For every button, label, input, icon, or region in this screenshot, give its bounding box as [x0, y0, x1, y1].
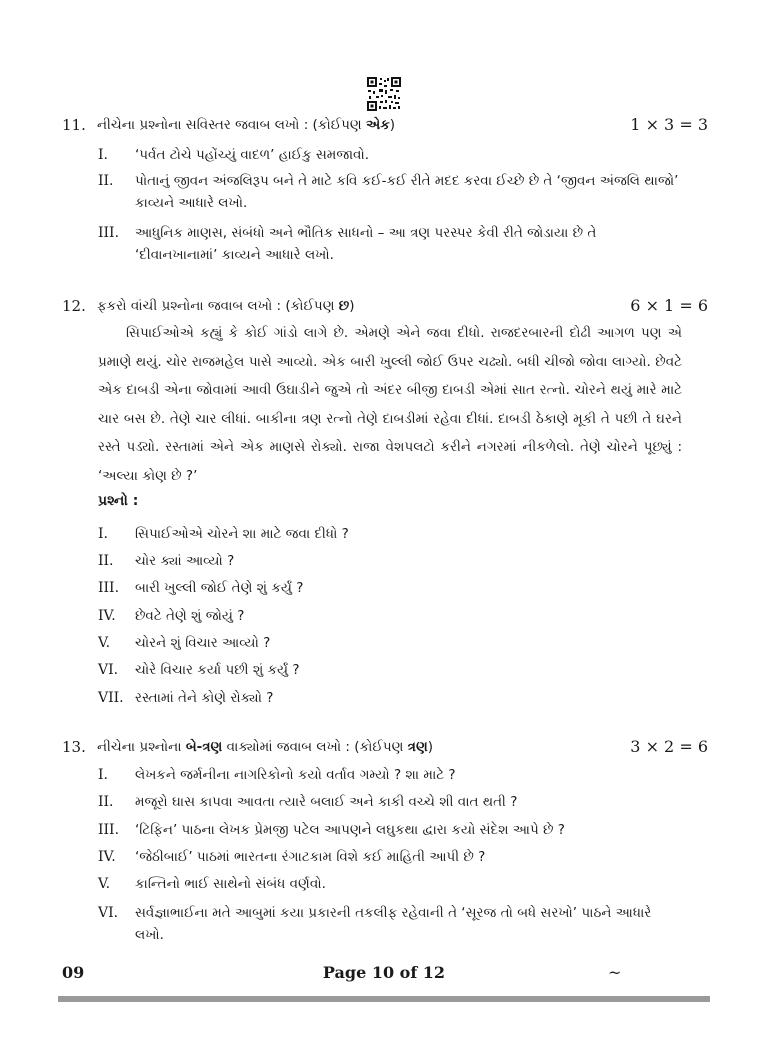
reading-passage: સિપાઈઓએ કહ્યું કે કોઈ ગાંડો લાગે છે. એમણે એને જવા દીધો. રાજદરબારની દોઢી આગળ પણ એ પ્રમાણે થયું. ચોર રાજમહેલ પાસે આવ્યો. એક બારી ખુલ્લી જોઈ ઉપર ચઢ્યો. બધી ચીજો જોવા લાગ્યો. છેવટે એક દાબડી એના જોવામાં આવી ઉઘાડીને જુએ તો અંદર બીજી દાબડી એમાં સાત રત્નો. ચોરને થયું મારે માટે ચાર બસ છે. તેણે ચાર લીધાં. બાકીના ત્રણ રત્નો તેણે દાબડીમાં રહેવા દીધાં. દાબડી ઠેકાણે મૂકી તે પછી તે ઘરને રસ્તે પડ્યો. રસ્તામાં એને એક માણસે રોક્યો. રાજા વેશપલટો કરીને નગરમાં નીકળેલો. તેણે ચોરને પૂછ્યું : ‘અલ્યા કોણ છે ?’	[98, 325, 682, 484]
question-marks: 1 × 3 = 3	[630, 115, 708, 134]
questions-label: પ્રશ્નો :	[98, 493, 139, 509]
qr-code	[367, 77, 401, 111]
question-marks: 3 × 2 = 6	[630, 737, 708, 756]
page-number: Page 10 of 12	[322, 963, 446, 982]
question-instruction: ફકરો વાંચી પ્રશ્નોના જવાબ લખો : (કોઈપણ છ)	[97, 298, 355, 314]
footer-mark: ~	[608, 963, 622, 982]
footer-rule	[58, 996, 710, 1002]
question-instruction: નીચેના પ્રશ્નોના બે-ત્રણ વાક્યોમાં જવાબ લખો : (કોઈપણ ત્રણ)	[97, 739, 434, 755]
question-marks: 6 × 1 = 6	[630, 296, 708, 315]
question-number: 12.	[62, 297, 86, 315]
question-number: 13.	[62, 738, 86, 756]
paper-code: 09	[62, 963, 85, 982]
question-number: 11.	[62, 116, 86, 134]
question-instruction: નીચેના પ્રશ્નોના સવિસ્તર જવાબ લખો : (કોઈપણ એક)	[97, 117, 396, 133]
